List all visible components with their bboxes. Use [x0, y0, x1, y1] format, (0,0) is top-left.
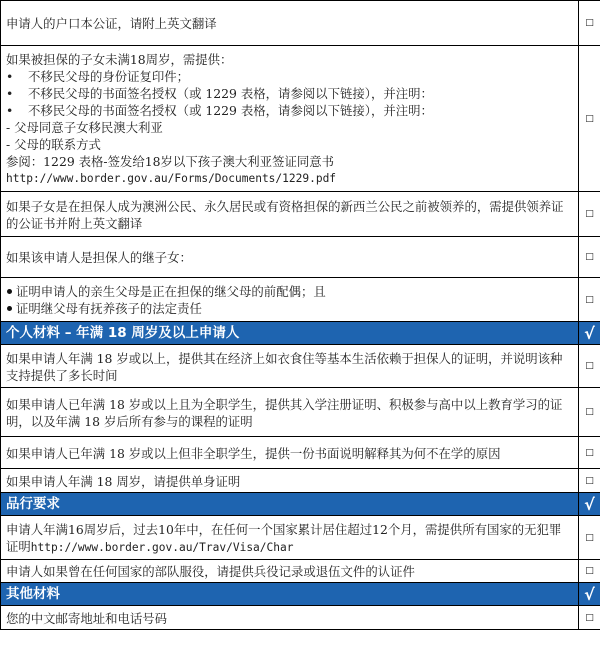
bullet-icon — [7, 289, 12, 294]
check-mark-icon: √ — [579, 583, 600, 606]
checkbox[interactable]: □ — [579, 560, 600, 583]
checkbox[interactable]: □ — [579, 1, 600, 46]
row-text — [1, 516, 579, 560]
bullet-icon: • — [6, 86, 14, 101]
checkbox[interactable]: □ — [579, 437, 600, 469]
table-row — [1, 278, 600, 322]
bullet-icon — [7, 306, 12, 311]
checkbox[interactable]: □ — [579, 469, 600, 493]
character-requirements-link[interactable]: http://www.border.gov.au/Trav/Visa/Char — [30, 540, 294, 554]
table-row — [1, 237, 600, 278]
checkbox[interactable]: □ — [579, 237, 600, 278]
table-row — [1, 469, 600, 493]
list-item: • 不移民父母的书面签名授权（或 1229 表格，请参阅以下链接），并注明： — [6, 86, 433, 101]
checkbox[interactable]: □ — [579, 516, 600, 560]
checkbox[interactable]: □ — [579, 46, 600, 192]
reference-text: 参阅：1229 表格-签发给18岁以下孩子澳大利亚签证同意书 — [6, 154, 335, 169]
row-text: 如果申请人年满 18 周岁，请提供单身证明 — [1, 469, 579, 493]
section-title: 品行要求 — [1, 493, 579, 516]
row-text: 申请人的户口本公证，请附上英文翻译 — [1, 1, 579, 46]
section-header — [1, 493, 600, 516]
list-item: 证明申请人的亲生父母是正在担保的继父母的前配偶；且 — [6, 283, 573, 300]
row-text: 如果申请人已年满 18 岁或以上但非全职学生，提供一份书面说明解释其为何不在学的原因 — [1, 437, 579, 469]
list-item: • 不移民父母的身份证复印件； — [6, 69, 190, 84]
table-row — [1, 345, 600, 388]
table-row — [1, 192, 600, 237]
row-text: 如果申请人已年满 18 岁或以上且为全职学生，提供其入学注册证明、积极参与高中以上教育学习的证明，以及年满 18 岁后所有参与的课程的证明 — [1, 388, 579, 437]
row-text: 如果申请人年满 18 岁或以上，提供其在经济上如衣食住等基本生活依赖于担保人的证明，并说明该种支持提供了多长时间 — [1, 345, 579, 388]
table-row — [1, 46, 600, 192]
section-title: 个人材料 – 年满 18 周岁及以上申请人 — [1, 322, 579, 345]
checkbox[interactable]: □ — [579, 388, 600, 437]
checkbox[interactable]: □ — [579, 345, 600, 388]
table-row — [1, 437, 600, 469]
row-text — [1, 46, 579, 192]
check-mark-icon: √ — [579, 322, 600, 345]
bullet-icon: • — [6, 69, 14, 84]
table-row — [1, 516, 600, 560]
checkbox[interactable]: □ — [579, 192, 600, 237]
form-1229-link[interactable]: http://www.border.gov.au/Forms/Documents/1229.pdf — [6, 172, 337, 185]
row-text: 如果该申请人是担保人的继子女： — [1, 237, 579, 278]
check-mark-icon: √ — [579, 493, 600, 516]
section-title: 其他材料 — [1, 583, 579, 606]
minor-child-intro: 如果被担保的子女未满18周岁，需提供： — [6, 52, 233, 67]
checkbox[interactable]: □ — [579, 278, 600, 322]
character-requirement-text: 申请人年满16周岁后，过去10年中，在任何一个国家累计居住超过12个月，需提供所有国家的无犯罪证明 — [6, 521, 562, 554]
table-row — [1, 560, 600, 583]
checkbox[interactable]: □ — [579, 606, 600, 630]
list-item: 证明继父母有抚养孩子的法定责任 — [6, 300, 573, 317]
list-item: • 不移民父母的书面签名授权（或 1229 表格，请参阅以下链接），并注明： — [6, 103, 433, 118]
bullet-icon: • — [6, 103, 14, 118]
row-text — [1, 278, 579, 322]
row-text: 如果子女是在担保人成为澳洲公民、永久居民或有资格担保的新西兰公民之前被领养的，需提供领养证的公证书并附上英文翻译 — [1, 192, 579, 237]
table-row — [1, 1, 600, 46]
list-item: - 父母的联系方式 — [6, 137, 101, 152]
table-row — [1, 388, 600, 437]
section-header — [1, 322, 600, 345]
section-header — [1, 583, 600, 606]
row-text: 您的中文邮寄地址和电话号码 — [1, 606, 579, 630]
list-item: - 父母同意子女移民澳大利亚 — [6, 120, 163, 135]
table-row — [1, 606, 600, 630]
row-text: 申请人如果曾在任何国家的部队服役，请提供兵役记录或退伍文件的认证件 — [1, 560, 579, 583]
